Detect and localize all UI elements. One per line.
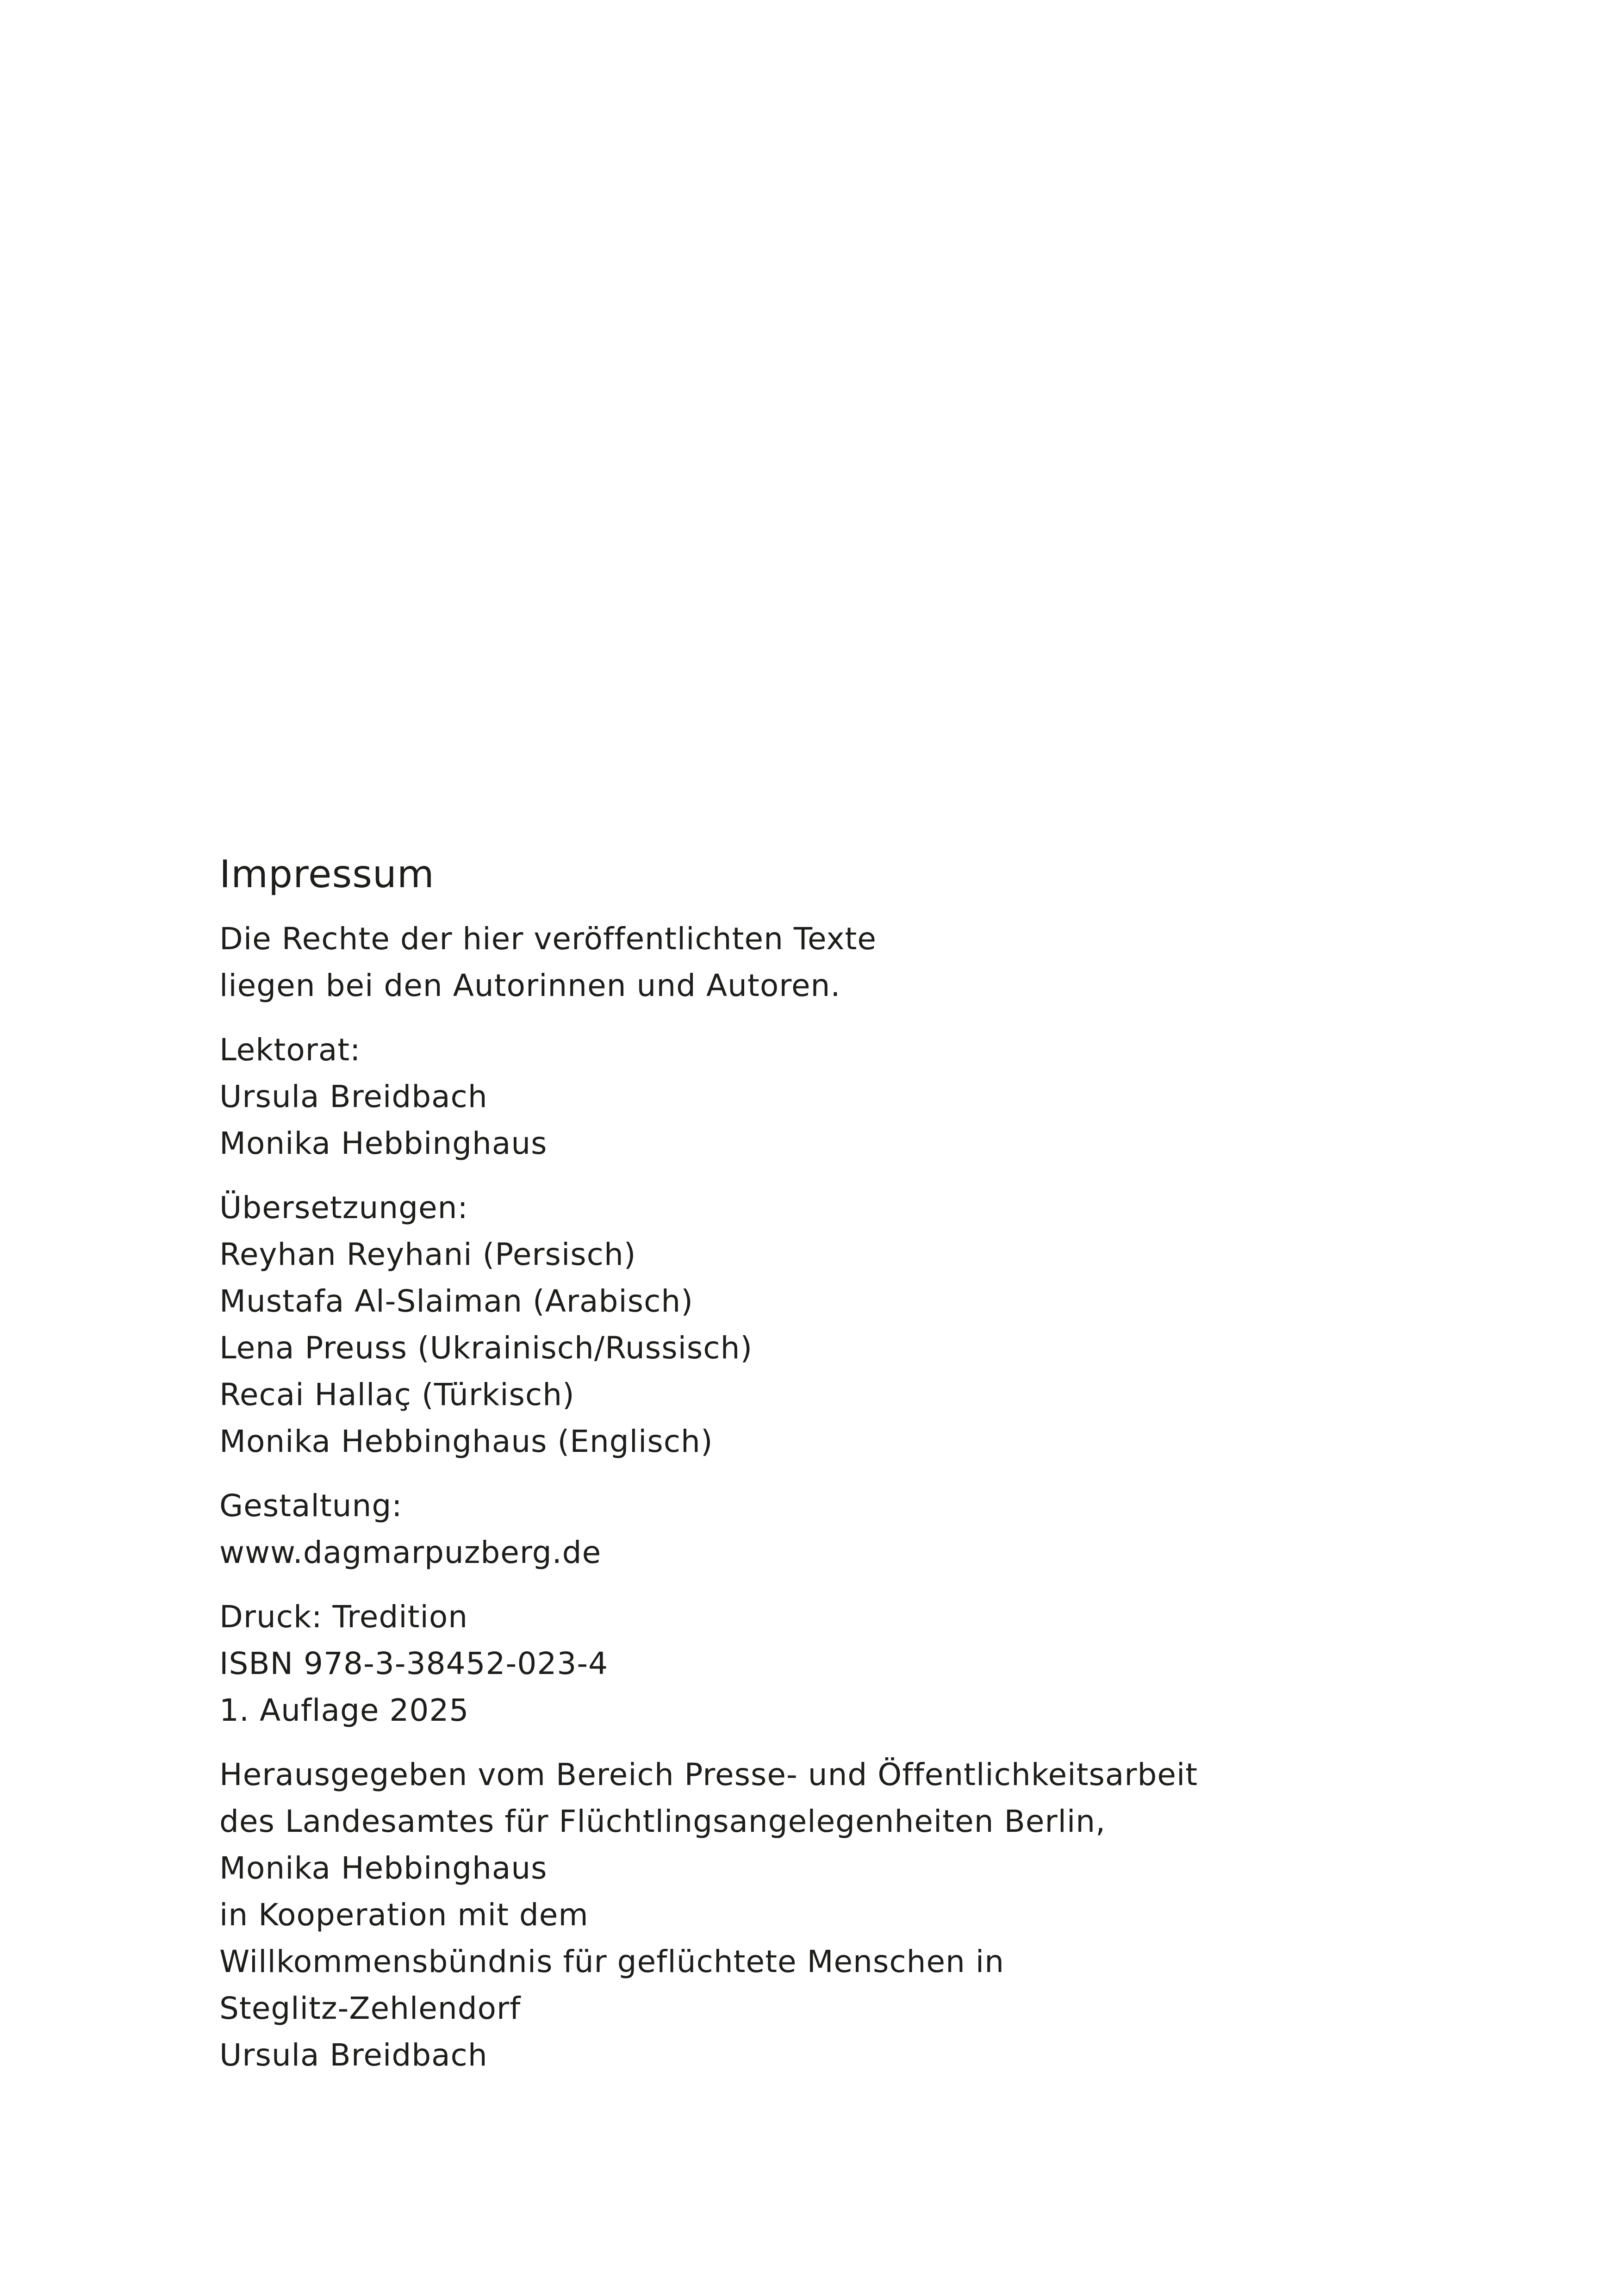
translator-name: Lena Preuss (Ukrainisch/Russisch) xyxy=(219,1330,753,1366)
imprint-title: Impressum xyxy=(219,852,435,896)
editing-label: Lektorat: xyxy=(219,1032,361,1068)
publisher-block xyxy=(219,1751,1469,2078)
rights-line: liegen bei den Autorinnen und Autoren. xyxy=(219,968,841,1003)
publisher-line: des Landesamtes für Flüchtlingsangelegenheiten Berlin, xyxy=(219,1804,1106,1839)
translator-name: Recai Hallaç (Türkisch) xyxy=(219,1377,575,1412)
translator-name: Reyhan Reyhani (Persisch) xyxy=(219,1237,636,1272)
design-label: Gestaltung: xyxy=(219,1488,403,1524)
rights-line: Die Rechte der hier veröffentlichten Texte xyxy=(219,921,877,957)
publisher-line: in Kooperation mit dem xyxy=(219,1897,589,1933)
editor-name: Ursula Breidbach xyxy=(219,1079,488,1114)
publisher-line: Herausgegeben vom Bereich Presse- und Öffentlichkeitsarbeit xyxy=(219,1757,1198,1792)
imprint-section xyxy=(219,852,1469,2096)
publisher-line: Steglitz-Zehlendorf xyxy=(219,1991,521,2026)
translations-label: Übersetzungen: xyxy=(219,1190,468,1226)
translator-name: Monika Hebbinghaus (Englisch) xyxy=(219,1424,713,1459)
publisher-line: Monika Hebbinghaus xyxy=(219,1850,548,1886)
translator-name: Mustafa Al-Slaiman (Arabisch) xyxy=(219,1283,693,1319)
isbn: ISBN 978-3-38452-023-4 xyxy=(219,1646,609,1681)
translations-block xyxy=(219,1184,1469,1465)
editing-block xyxy=(219,1027,1469,1167)
design-block xyxy=(219,1482,1469,1576)
print-block xyxy=(219,1593,1469,1734)
editor-name: Monika Hebbinghaus xyxy=(219,1126,548,1161)
publisher-line: Willkommensbündnis für geflüchtete Menschen in xyxy=(219,1944,1005,1979)
publisher-line: Ursula Breidbach xyxy=(219,2037,488,2073)
rights-block xyxy=(219,915,1469,1009)
design-website: www.dagmarpuzberg.de xyxy=(219,1535,602,1570)
printer: Druck: Tredition xyxy=(219,1599,468,1635)
edition: 1. Auflage 2025 xyxy=(219,1692,469,1728)
